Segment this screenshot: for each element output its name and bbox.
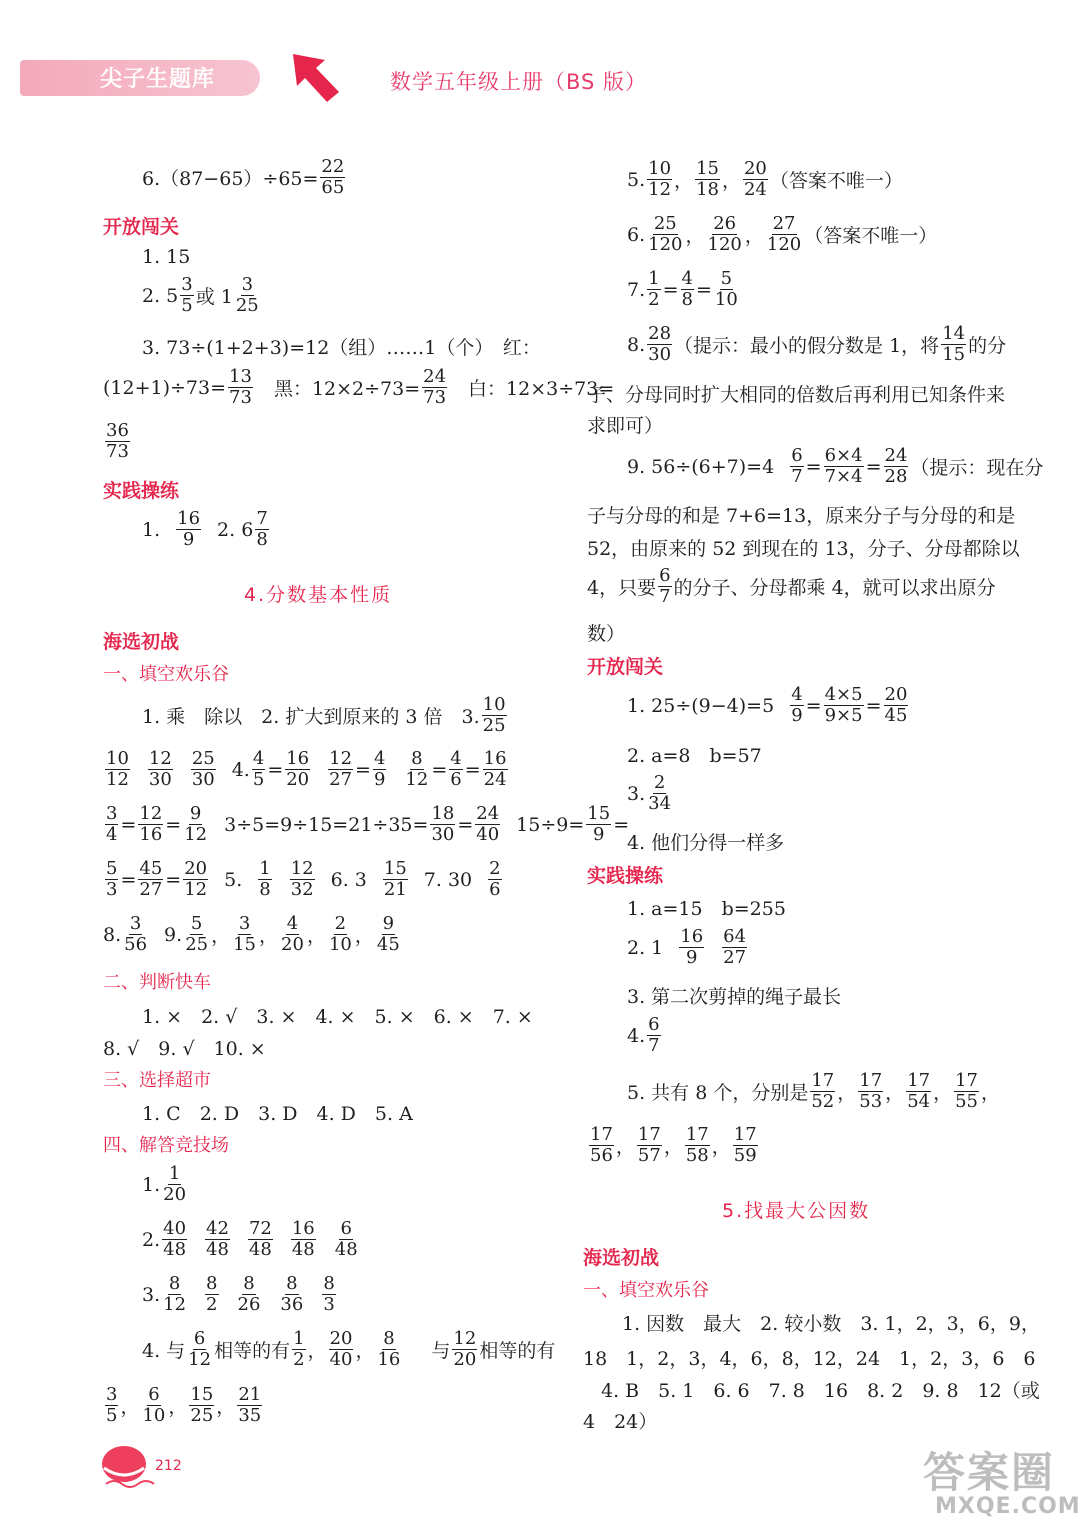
section-practice: 实践操练 (587, 865, 664, 887)
answer-line: 3. 73÷(1+2+3)=12（组）……1（个） 红： (142, 337, 541, 359)
mascot-icon (98, 1442, 158, 1492)
arrow-icon (285, 50, 345, 106)
answer-line: 2. 1 $\frac{16}{9}$ $\frac{64}{27}$ (627, 926, 747, 968)
answer-line: 1. $\frac{16}{9}$ 2. 6 $\frac{7}{8}$ (142, 508, 268, 550)
answer-line: 子、分母同时扩大相同的倍数后再利用已知条件来 (587, 384, 1006, 406)
answer-line: 8. √ 9. √ 10. × (103, 1038, 266, 1060)
answer-line: 3. 第二次剪掉的绳子最长 (627, 986, 842, 1008)
answer-line: $\frac{36}{73}$ (106, 420, 129, 462)
answer-line: $\frac{17}{56}$ ， $\frac{17}{57}$ ， $\frac{17}{58}$ ， $\frac{17}{59}$ (590, 1124, 757, 1166)
answer-line: 5. $\frac{10}{12}$ ， $\frac{15}{18}$ ， $\frac{20}{24}$ （答案不唯一） (627, 158, 903, 200)
answer-line: 18 1，2，3，4，6，8，12，24 1，2，3，6 6 (583, 1348, 1036, 1370)
answer-line: 52，由原来的 52 到现在的 13，分子、分母都除以 (587, 538, 1020, 560)
section-title-5: 5.找最大公因数 (722, 1200, 871, 1222)
answer-line: 6. $\frac{25}{120}$ ， $\frac{26}{120}$ ， $\frac{27}{120}$ （答案不唯一） (627, 213, 938, 255)
answer-line: 1. × 2. √ 3. × 4. × 5. × 6. × 7. × (142, 1006, 533, 1028)
answer-line: 1. a=15 b=255 (627, 898, 786, 920)
section-open-challenge: 开放闯关 (103, 216, 180, 238)
answer-line: 2. a=8 b=57 (627, 745, 762, 767)
answer-line: 1. 25÷(9−4)=5 $\frac{4}{9}$ = $\frac{4\times 5}{9\times 5}$ = $\frac{20}{45}$ (627, 684, 908, 726)
answer-line: 7. $\frac{1}{2}$ = $\frac{4}{8}$ = $\frac{5}{10}$ (627, 268, 738, 310)
answer-line: $\frac{5}{3}$ = $\frac{45}{27}$ = $\frac{20}{12}$ 5. $\frac{1}{8}$ $\frac{12}{32}$ 6. 3 $\frac{15}{21}$ 7. 30 $\frac{2}{6}$ (106, 858, 501, 900)
answer-line: 1. C 2. D 3. D 4. D 5. A (142, 1103, 413, 1125)
answer-line: 2. $\frac{40}{48}$ $\frac{42}{48}$ $\frac{72}{48}$ $\frac{16}{48}$ $\frac{6}{48}$ (142, 1218, 358, 1260)
answer-line: 1. $\frac{1}{20}$ (142, 1163, 187, 1205)
answer-line: 1. 15 (142, 246, 191, 268)
section-title-4: 4.分数基本性质 (244, 584, 393, 606)
answer-line: $\frac{10}{12}$ $\frac{12}{30}$ $\frac{25}{30}$ 4. $\frac{4}{5}$ = $\frac{16}{20}$ $\frac{12}{27}$ = $\frac{4}{9}$ $\frac{8}{12}$ = $\frac{4}{6}$ = $\frac{16}{24}$ (106, 748, 507, 790)
answer-line: 4，只要 $\frac{6}{7}$ 的分子、分母都乘 4，就可以求出原分 (587, 565, 996, 607)
answer-line: 子与分母的和是 7+6=13，原来分子与分母的和是 (587, 505, 1016, 527)
answer-line: 5. 共有 8 个，分别是 $\frac{17}{52}$ ， $\frac{17}{53}$ ， $\frac{17}{54}$ ， $\frac{17}{55}$ ， (627, 1070, 1001, 1112)
page-number: 212 (155, 1458, 182, 1474)
answer-line: 6.（87−65）÷65= $\frac{22}{65}$ (142, 156, 345, 198)
answer-line: 4 24） (583, 1411, 658, 1433)
answer-line: 求即可） (587, 415, 664, 437)
answer-line: $\frac{3}{5}$ ， $\frac{6}{10}$ ， $\frac{15}{25}$ ， $\frac{21}{35}$ (106, 1384, 262, 1426)
answer-line: 9. 56÷(6+7)=4 $\frac{6}{7}$ = $\frac{6\times 4}{7\times 4}$ = $\frac{24}{28}$ （提示：现在分 (627, 445, 1044, 487)
section-open-challenge: 开放闯关 (587, 656, 664, 678)
section-first-battle: 海选初战 (583, 1247, 660, 1269)
answer-line: 4. B 5. 1 6. 6 7. 8 16 8. 2 9. 8 12（或 (601, 1380, 1040, 1402)
section-first-battle: 海选初战 (103, 631, 180, 653)
answer-line: 1. 因数 最大 2. 较小数 3. 1，2，3，6，9， (622, 1313, 1040, 1335)
answer-line: 4. $\frac{6}{7}$ (627, 1014, 660, 1056)
answer-line: 4. 与 $\frac{6}{12}$ 相等的有 $\frac{1}{2}$ ， $\frac{20}{40}$ ， $\frac{8}{16}$ 与 $\frac{12}{20}$ 相等的有 (142, 1328, 556, 1370)
section-practice: 实践操练 (103, 480, 180, 502)
brand-label: 尖子生题库 (100, 67, 216, 92)
subsection-fill: 一、填空欢乐谷 (103, 664, 229, 685)
answer-line: 1. 乘 除以 2. 扩大到原来的 3 倍 3. $\frac{10}{25}$ (142, 694, 506, 736)
answer-line: 8. $\frac{3}{56}$ 9. $\frac{5}{25}$ ， $\frac{3}{15}$ ， $\frac{4}{20}$ ， $\frac{2}{10}$ ， $\frac{9}{45}$ (103, 913, 400, 955)
answer-line: 4. 他们分得一样多 (627, 832, 785, 854)
subsection-solve: 四、解答竞技场 (103, 1135, 229, 1156)
answer-line: 3. $\frac{8}{12}$ $\frac{8}{2}$ $\frac{8}{26}$ $\frac{8}{36}$ $\frac{8}{3}$ (142, 1273, 335, 1315)
subsection-choice: 三、选择超市 (103, 1070, 211, 1091)
answer-line: $\frac{3}{4}$ = $\frac{12}{16}$ = $\frac{9}{12}$ 3÷5=9÷15=21÷35= $\frac{18}{30}$ = $\frac{24}{40}$ 15÷9= $\frac{15}{9}$ = (106, 803, 630, 845)
subsection-fill: 一、填空欢乐谷 (583, 1280, 709, 1301)
subsection-judge: 二、判断快车 (103, 972, 211, 993)
answer-line: 2. 5 $\frac{3}{5}$ 或 1 $\frac{3}{25}$ (142, 274, 259, 316)
book-title: 数学五年级上册（BS 版） (390, 70, 648, 94)
answer-line: (12+1)÷73= $\frac{13}{73}$ 黑：12×2÷73= $\frac{24}{73}$ 白：12×3÷73= (103, 366, 615, 408)
answer-line: 8. $\frac{28}{30}$ （提示：最小的假分数是 1，将 $\frac{14}{15}$ 的分 (627, 323, 1007, 365)
site-watermark: 答案圈 MXQE.COM (923, 1448, 1081, 1519)
answer-line: 3. $\frac{2}{34}$ (627, 772, 672, 814)
answer-line: 数） (587, 623, 626, 645)
